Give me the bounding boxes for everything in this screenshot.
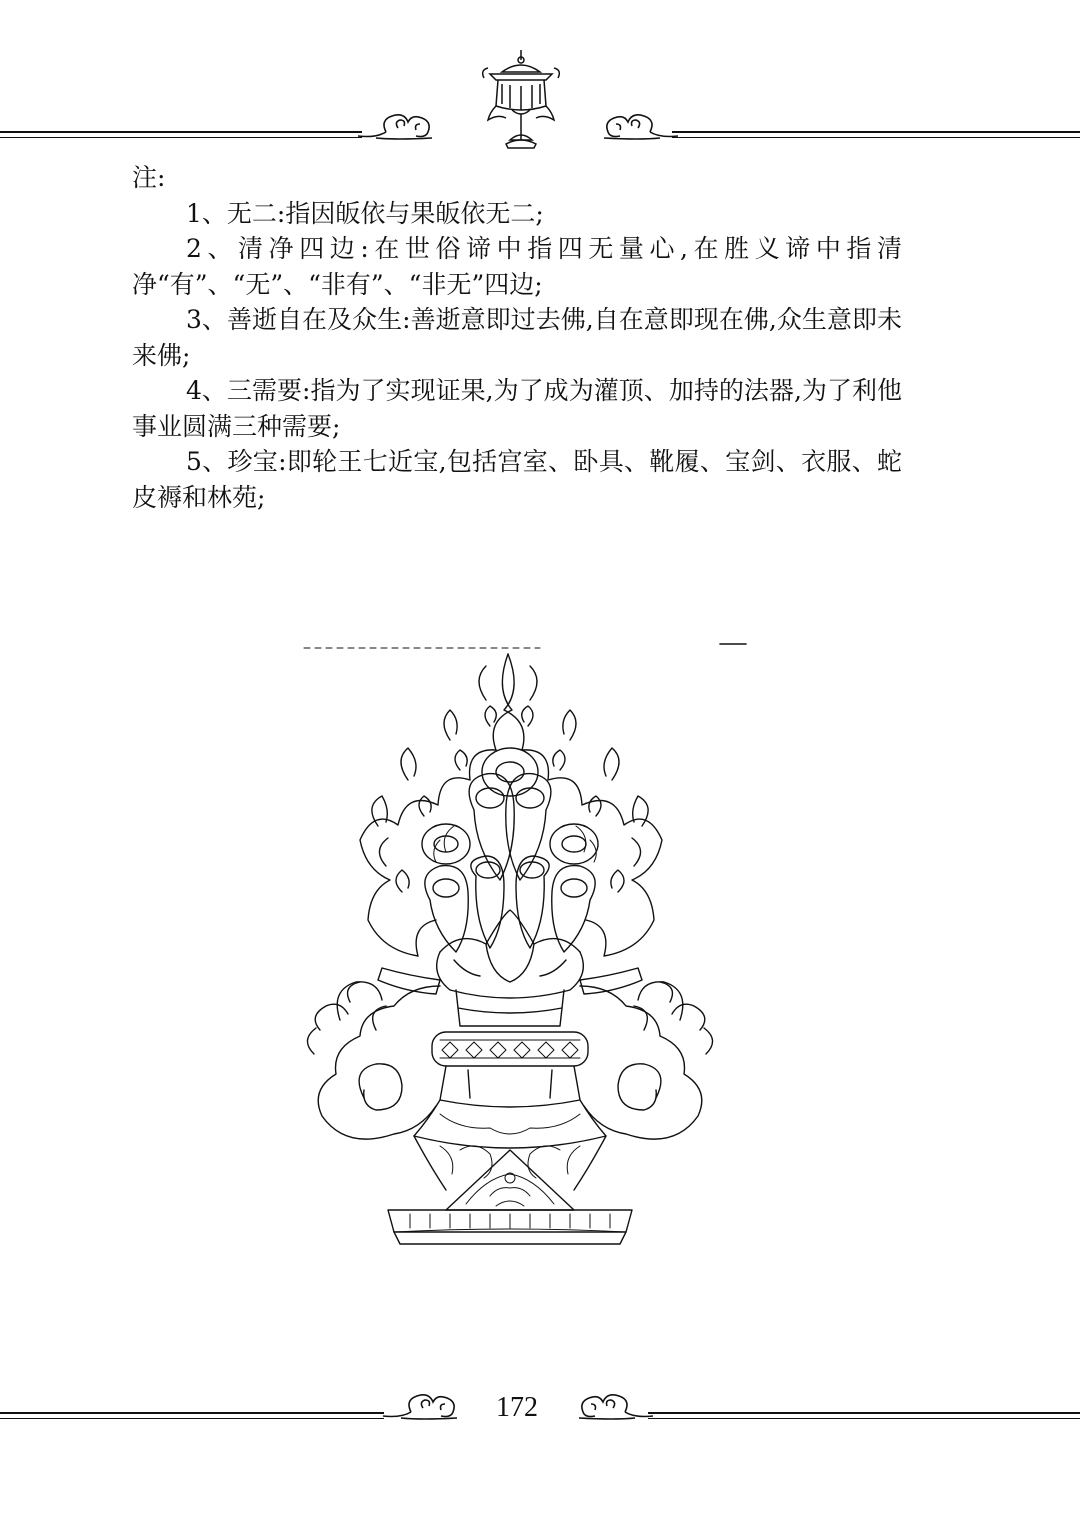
wish-fulfilling-jewels-icon xyxy=(290,630,760,1250)
cloud-scroll-icon xyxy=(356,108,436,142)
cloud-scroll-icon xyxy=(600,108,680,142)
notes-section xyxy=(132,160,902,515)
page-number: 172 xyxy=(496,1392,538,1423)
note-item-2: 2、清净四边:在世俗谛中指四无量心,在胜义谛中指清净“有”、“无”、“非有”、“非无”四边; xyxy=(132,234,902,299)
victory-banner-icon xyxy=(476,48,566,154)
footer-rule-right xyxy=(648,1412,1080,1414)
note-item-5: 5、珍宝:即轮王七近宝,包括宫室、卧具、靴履、宝剑、衣服、蛇皮褥和林苑; xyxy=(132,447,902,512)
header-rule-right xyxy=(672,131,1080,133)
notes-heading: 注: xyxy=(132,163,166,192)
cloud-scroll-icon xyxy=(380,1388,462,1422)
footer-rule-left xyxy=(0,1412,384,1414)
header-rule-left xyxy=(0,131,362,133)
note-item-4: 4、三需要:指为了实现证果,为了成为灌顶、加持的法器,为了利他事业圆满三种需要; xyxy=(132,376,902,441)
cloud-scroll-icon xyxy=(574,1388,656,1422)
note-item-1: 1、无二:指因皈依与果皈依无二; xyxy=(186,198,544,228)
note-item-3: 3、善逝自在及众生:善逝意即过去佛,自在意即现在佛,众生意即未来佛; xyxy=(132,305,902,370)
